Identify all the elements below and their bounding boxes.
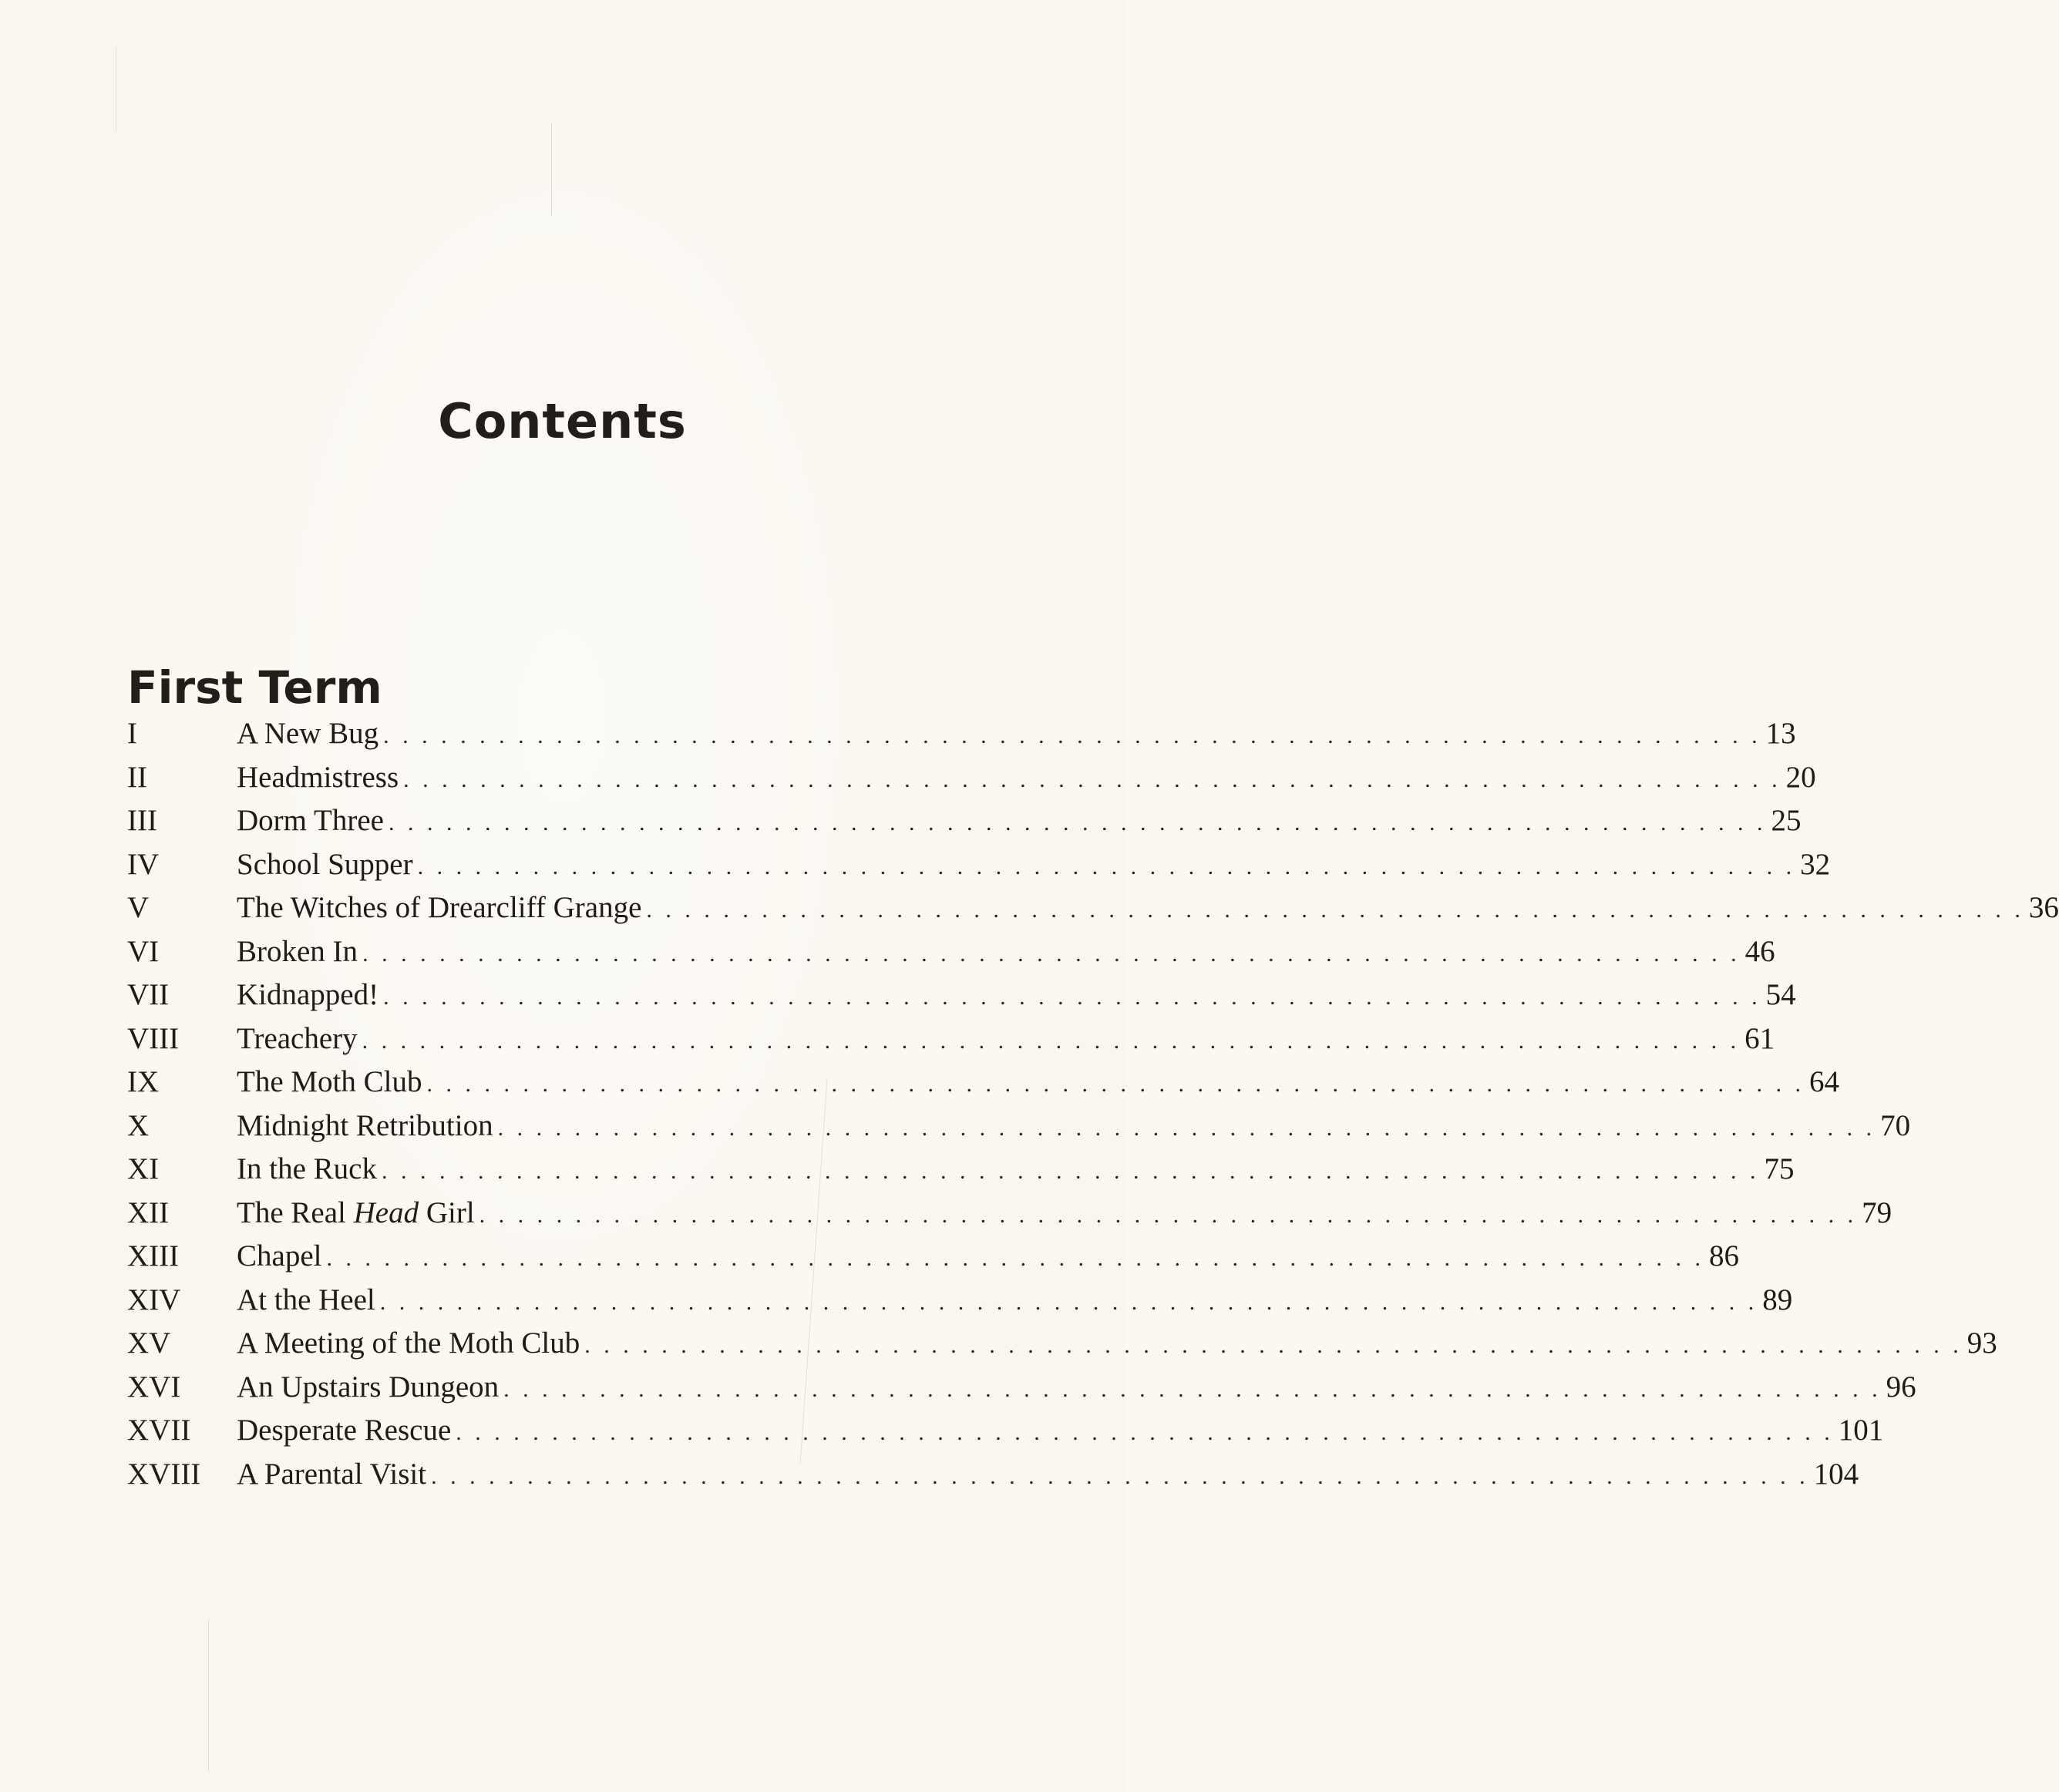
chapter-entry — [237, 1279, 1792, 1325]
page-number: 70 — [1880, 1108, 1911, 1142]
chapter-title: Dorm Three — [237, 804, 384, 837]
page-number: 86 — [1708, 1239, 1739, 1273]
chapter-number: VII — [127, 978, 170, 1011]
chapter-entry — [237, 712, 1796, 758]
chapter-entry — [237, 1366, 1916, 1412]
dot-leader: . . . . . . . . . . . . . . . . . . . . . . . . . . . . . . . . . . . . . . . . . . . . . . . . . . . . . . . . . . . . . . . . . . . . . . . . — [362, 1027, 1741, 1054]
chapter-title: A New Bug — [237, 717, 379, 750]
page-number: 75 — [1764, 1152, 1795, 1185]
dot-leader: . . . . . . . . . . . . . . . . . . . . . . . . . . . . . . . . . . . . . . . . . . . . . . . . . . . . . . . . . . . . . . . . . . . . . . . . — [403, 766, 1781, 792]
paper-crease-mark — [208, 1619, 209, 1773]
dot-leader: . . . . . . . . . . . . . . . . . . . . . . . . . . . . . . . . . . . . . . . . . . . . . . . . . . . . . . . . . . . . . . . . . . . . . . . . — [426, 1071, 1805, 1097]
dot-leader: . . . . . . . . . . . . . . . . . . . . . . . . . . . . . . . . . . . . . . . . . . . . . . . . . . . . . . . . . . . . . . . . . . . . . . . . — [381, 1158, 1760, 1184]
page-number: 104 — [1813, 1457, 1859, 1491]
dot-leader: . . . . . . . . . . . . . . . . . . . . . . . . . . . . . . . . . . . . . . . . . . . . . . . . . . . . . . . . . . . . . . . . . . . . . . . . — [383, 984, 1761, 1010]
page-number: 89 — [1762, 1283, 1793, 1316]
chapter-title: An Upstairs Dungeon — [237, 1370, 500, 1404]
toc-entry[interactable] — [127, 1104, 1911, 1148]
section-heading: First Term — [127, 661, 382, 714]
dot-leader: . . . . . . . . . . . . . . . . . . . . . . . . . . . . . . . . . . . . . . . . . . . . . . . . . . . . . . . . . . . . . . . . . . . . . . . . — [497, 1115, 1876, 1141]
toc-entry[interactable] — [127, 973, 1796, 1017]
page-number: 36 — [2028, 891, 2059, 924]
toc-entry[interactable] — [127, 1453, 1859, 1497]
emphasis: Head — [353, 1195, 419, 1229]
chapter-number: IV — [127, 847, 160, 881]
toc-entry[interactable] — [127, 1148, 1795, 1192]
chapter-number: XI — [127, 1152, 160, 1185]
toc-entry[interactable] — [127, 1192, 1892, 1236]
toc-entry[interactable] — [127, 886, 2059, 930]
chapter-entry — [237, 1453, 1859, 1499]
chapter-title: Kidnapped! — [237, 978, 379, 1011]
toc-entry[interactable] — [127, 1409, 1884, 1453]
toc-entry[interactable] — [127, 799, 1802, 843]
chapter-title: School Supper — [237, 847, 413, 881]
dot-leader: . . . . . . . . . . . . . . . . . . . . . . . . . . . . . . . . . . . . . . . . . . . . . . . . . . . . . . . . . . . . . . . . . . . . . . . . — [362, 940, 1741, 967]
chapter-title: Chapel — [237, 1239, 322, 1273]
toc-entry[interactable] — [127, 1235, 1739, 1279]
chapter-entry — [237, 1235, 1739, 1281]
chapter-number: I — [127, 717, 137, 750]
page-number: 93 — [1966, 1326, 1997, 1360]
chapter-number: XV — [127, 1326, 171, 1360]
chapter-number: VI — [127, 934, 160, 968]
toc-entry[interactable] — [127, 1279, 1793, 1323]
chapter-title: The Moth Club — [237, 1065, 422, 1098]
dot-leader: . . . . . . . . . . . . . . . . . . . . . . . . . . . . . . . . . . . . . . . . . . . . . . . . . . . . . . . . . . . . . . . . . . . . . . . . — [479, 1202, 1858, 1228]
chapter-number: XIV — [127, 1283, 181, 1316]
chapter-entry — [237, 1017, 1775, 1064]
toc-entry[interactable] — [127, 1366, 1916, 1410]
page-number: 61 — [1744, 1021, 1775, 1055]
chapter-title: In the Ruck — [237, 1152, 377, 1185]
dot-leader: . . . . . . . . . . . . . . . . . . . . . . . . . . . . . . . . . . . . . . . . . . . . . . . . . . . . . . . . . . . . . . . . . . . . . . . . — [584, 1333, 1963, 1358]
chapter-number: XIII — [127, 1239, 180, 1273]
chapter-entry — [237, 799, 1801, 846]
chapter-title: A Parental Visit — [237, 1457, 427, 1491]
chapter-title: The Witches of Drearcliff Grange — [237, 891, 642, 924]
chapter-entry — [237, 973, 1796, 1020]
chapter-number: XVII — [127, 1414, 191, 1447]
dot-leader: . . . . . . . . . . . . . . . . . . . . . . . . . . . . . . . . . . . . . . . . . . . . . . . . . . . . . . . . . . . . . . . . . . . . . . . . — [646, 897, 2024, 923]
page-number: 54 — [1765, 978, 1796, 1011]
chapter-number: XII — [127, 1195, 170, 1229]
paper-crease-mark — [551, 123, 552, 216]
chapter-title: Midnight Retribution — [237, 1108, 493, 1142]
dot-leader: . . . . . . . . . . . . . . . . . . . . . . . . . . . . . . . . . . . . . . . . . . . . . . . . . . . . . . . . . . . . . . . . . . . . . . . . — [503, 1376, 1882, 1402]
chapter-entry — [237, 1148, 1794, 1194]
toc-entry[interactable] — [127, 843, 1831, 887]
chapter-title: Headmistress — [237, 760, 399, 794]
dot-leader: . . . . . . . . . . . . . . . . . . . . . . . . . . . . . . . . . . . . . . . . . . . . . . . . . . . . . . . . . . . . . . . . . . . . . . . . — [326, 1246, 1704, 1271]
toc-entry[interactable] — [127, 1017, 1775, 1061]
chapter-title: Broken In — [237, 934, 358, 968]
chapter-entry — [237, 843, 1830, 889]
toc-entry[interactable] — [127, 756, 1816, 800]
page-number: 101 — [1838, 1414, 1884, 1447]
chapter-title: At the Heel — [237, 1283, 375, 1316]
page-number: 32 — [1800, 847, 1831, 881]
page-number: 20 — [1785, 760, 1816, 794]
chapter-title: Treachery — [237, 1021, 358, 1055]
dot-leader: . . . . . . . . . . . . . . . . . . . . . . . . . . . . . . . . . . . . . . . . . . . . . . . . . . . . . . . . . . . . . . . . . . . . . . . . — [431, 1463, 1809, 1489]
chapter-entry — [237, 1322, 1997, 1368]
chapter-number: VIII — [127, 1021, 180, 1055]
chapter-number: XVIII — [127, 1457, 201, 1491]
dot-leader: . . . . . . . . . . . . . . . . . . . . . . . . . . . . . . . . . . . . . . . . . . . . . . . . . . . . . . . . . . . . . . . . . . . . . . . . — [383, 723, 1761, 748]
dot-leader: . . . . . . . . . . . . . . . . . . . . . . . . . . . . . . . . . . . . . . . . . . . . . . . . . . . . . . . . . . . . . . . . . . . . . . . . — [379, 1289, 1758, 1315]
page-number: 79 — [1862, 1195, 1892, 1229]
page-number: 46 — [1744, 934, 1775, 968]
page-title: Contents — [438, 393, 687, 449]
chapter-title: The Real Head Girl — [237, 1195, 475, 1229]
page-number: 25 — [1771, 804, 1802, 837]
page-number: 96 — [1886, 1370, 1916, 1404]
toc-entry[interactable] — [127, 1061, 1839, 1104]
chapter-number: XVI — [127, 1370, 181, 1404]
table-of-contents — [127, 712, 2059, 1496]
chapter-entry — [237, 1192, 1892, 1238]
chapter-entry — [237, 756, 1816, 802]
dot-leader: . . . . . . . . . . . . . . . . . . . . . . . . . . . . . . . . . . . . . . . . . . . . . . . . . . . . . . . . . . . . . . . . . . . . . . . . — [388, 810, 1767, 835]
page-number: 13 — [1765, 717, 1796, 750]
chapter-number: X — [127, 1108, 150, 1142]
chapter-number: IX — [127, 1065, 160, 1098]
dot-leader: . . . . . . . . . . . . . . . . . . . . . . . . . . . . . . . . . . . . . . . . . . . . . . . . . . . . . . . . . . . . . . . . . . . . . . . . — [417, 853, 1796, 879]
chapter-number: V — [127, 891, 150, 924]
toc-entry[interactable] — [127, 712, 1796, 756]
chapter-number: II — [127, 760, 147, 794]
chapter-title: A Meeting of the Moth Club — [237, 1326, 580, 1360]
chapter-title: Desperate Rescue — [237, 1414, 452, 1447]
chapter-entry — [237, 1409, 1883, 1455]
page-number: 64 — [1809, 1065, 1839, 1098]
chapter-entry — [237, 1061, 1839, 1107]
toc-entry[interactable] — [127, 930, 1775, 974]
chapter-entry — [237, 930, 1775, 977]
chapter-entry — [237, 1104, 1910, 1151]
chapter-entry — [237, 886, 2059, 933]
toc-entry[interactable] — [127, 1322, 1997, 1366]
dot-leader: . . . . . . . . . . . . . . . . . . . . . . . . . . . . . . . . . . . . . . . . . . . . . . . . . . . . . . . . . . . . . . . . . . . . . . . . — [456, 1420, 1834, 1445]
chapter-number: III — [127, 804, 157, 837]
